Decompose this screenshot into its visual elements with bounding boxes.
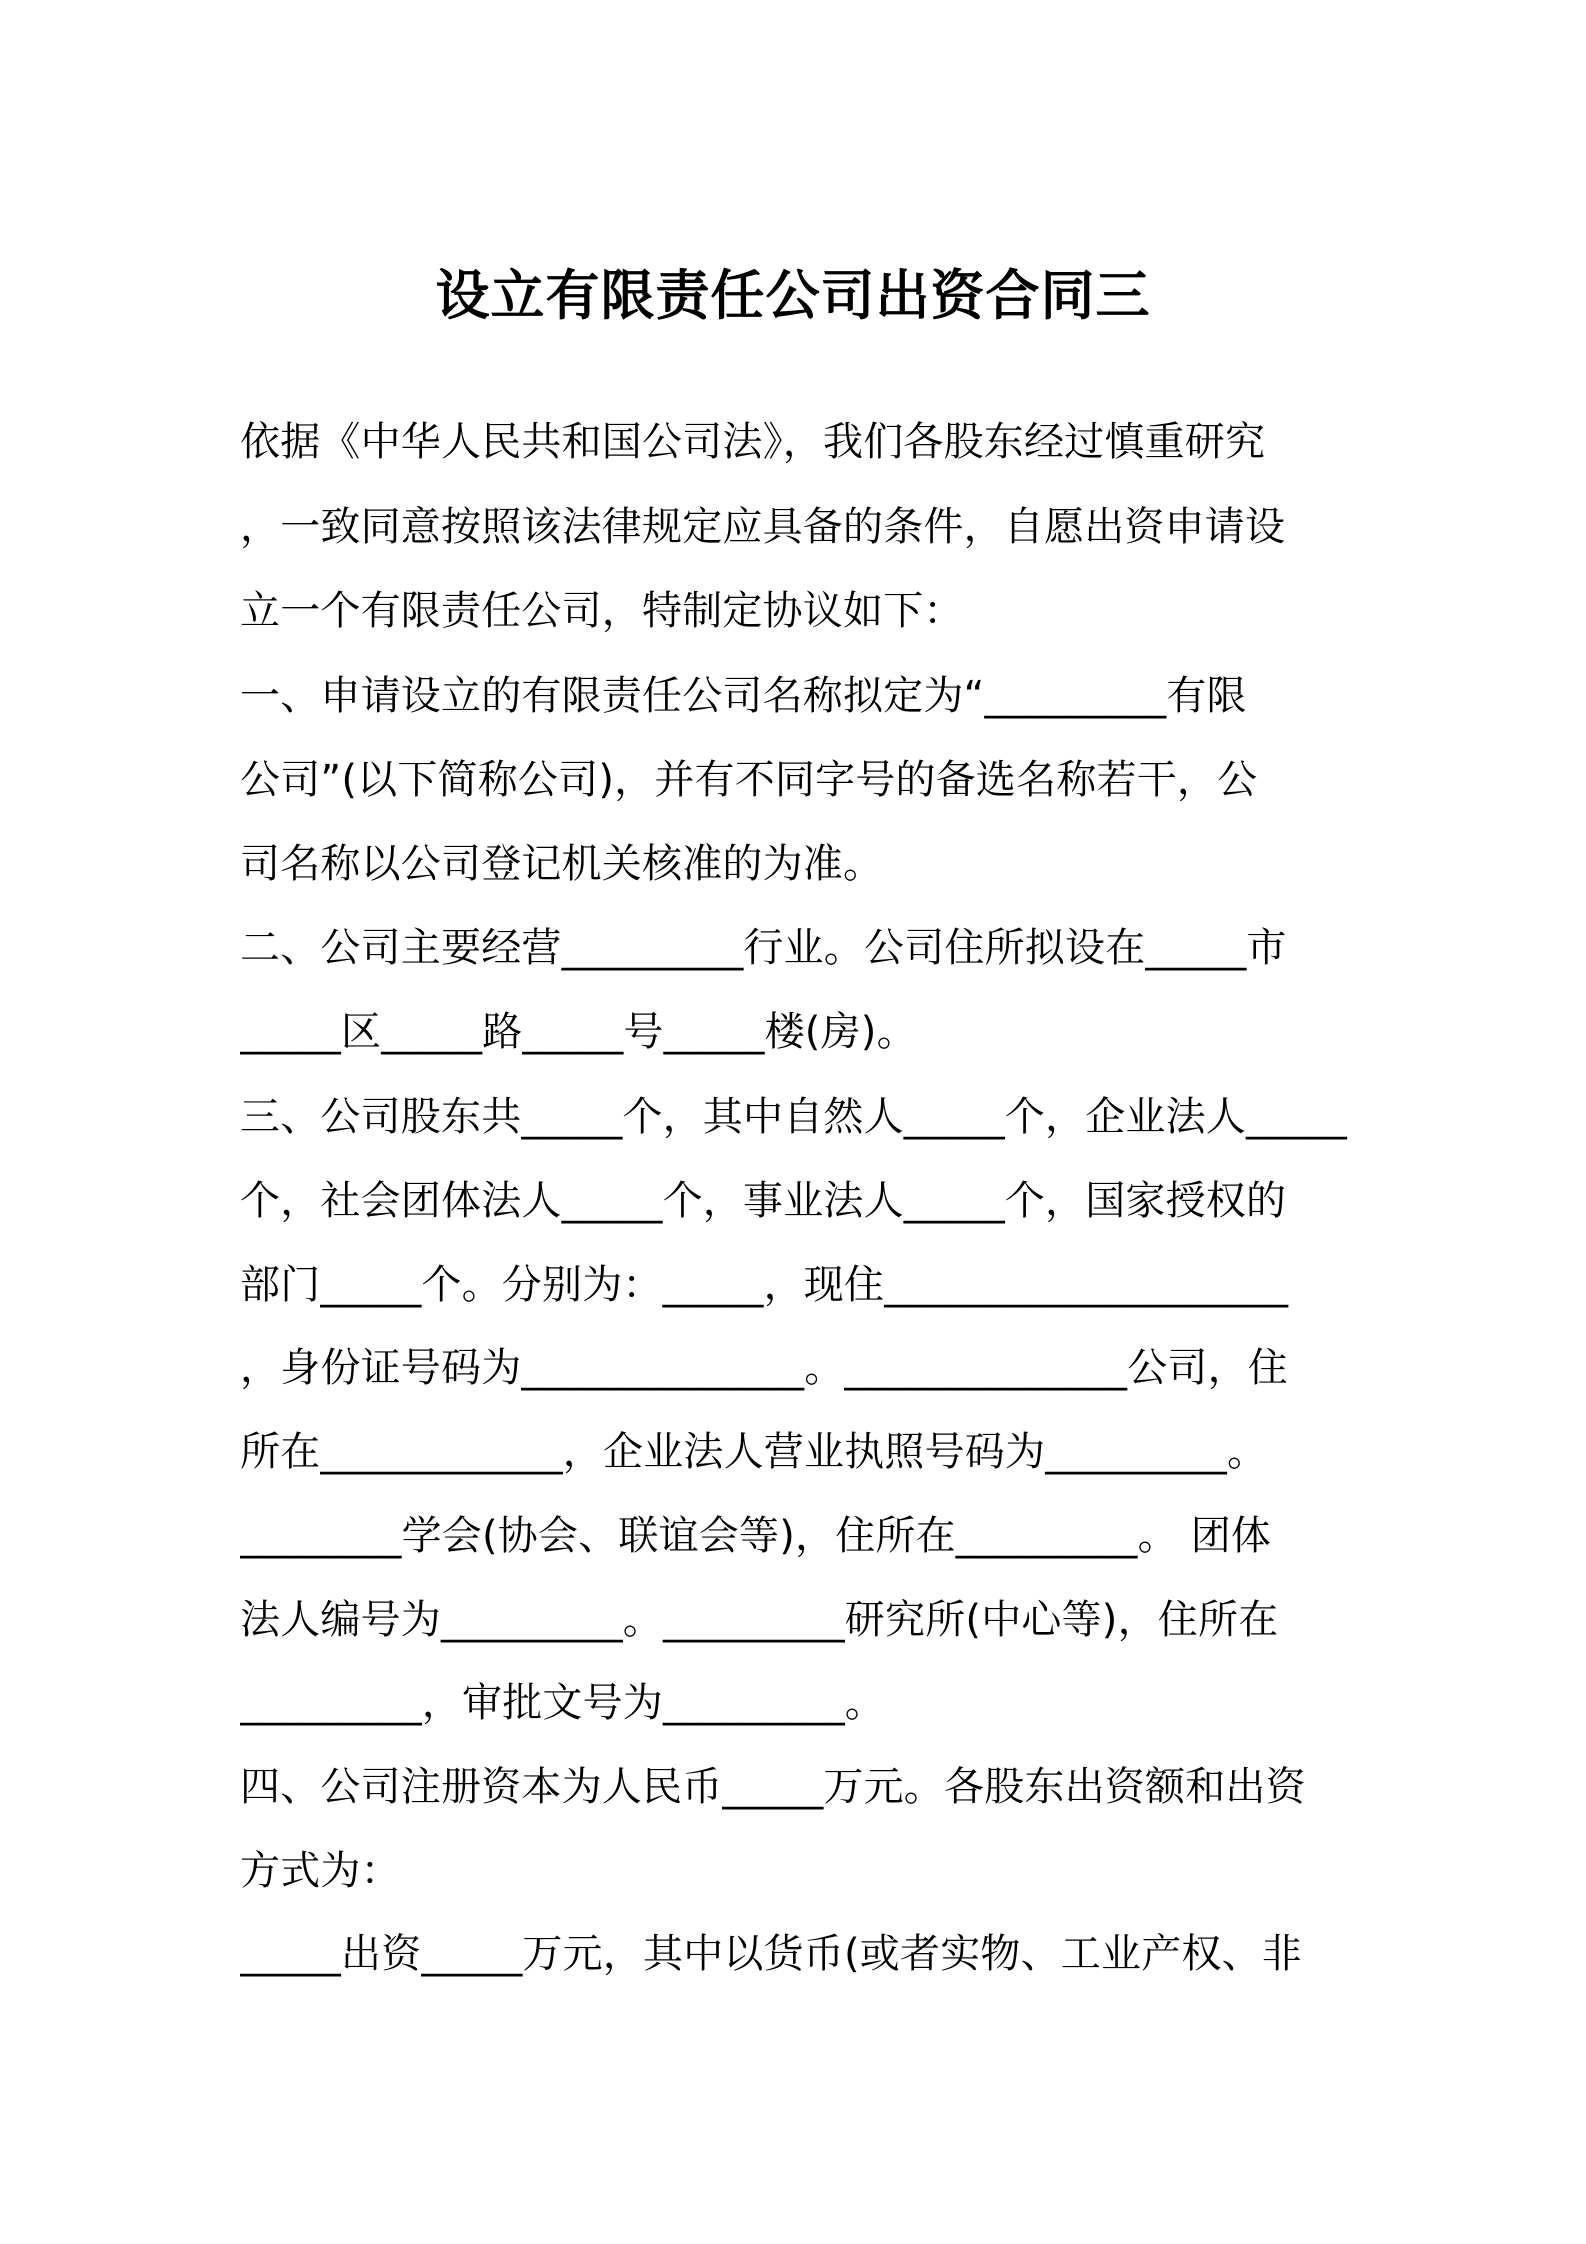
body-line: 四、公司注册资本为人民币_____万元。各股东出资额和出资 [240, 1764, 1306, 1810]
body-line: 二、公司主要经营_________行业。公司住所拟设在_____市 [240, 925, 1287, 971]
body-line: ，一致同意按照该法律规定应具备的条件，自愿出资申请设 [240, 504, 1286, 550]
body-line: 部门_____个。分别为：_____，现住____________________ [240, 1262, 1289, 1308]
body-line: 三、公司股东共_____个，其中自然人_____个，企业法人_____ [240, 1094, 1347, 1140]
document-body [240, 0, 1350, 2244]
body-line: ________学会(协会、联谊会等)，住所在_________。 团体 [240, 1513, 1272, 1559]
document-title: 设立有限责任公司出资合同三 [435, 264, 1151, 327]
body-line: _________，审批文号为_________。 [240, 1680, 885, 1726]
body-line: 依据《中华人民共和国公司法》，我们各股东经过慎重研究 [240, 419, 1266, 465]
body-line: 法人编号为_________。_________研究所(中心等)，住所在 [240, 1597, 1279, 1643]
body-line: 所在____________，企业法人营业执照号码为_________。 [240, 1429, 1268, 1475]
body-line: _____出资_____万元，其中以货币(或者实物、工业产权、非 [240, 1931, 1303, 1977]
body-line: _____区_____路_____号_____楼(房)。 [240, 1009, 917, 1055]
body-line: 司名称以公司登记机关核准的为准。 [240, 841, 884, 887]
body-line: 方式为： [240, 1848, 401, 1894]
body-line: 个，社会团体法人_____个，事业法人_____个，国家授权的 [240, 1178, 1287, 1224]
body-line: 立一个有限责任公司，特制定协议如下： [240, 588, 964, 634]
body-line: 公司”(以下简称公司)，并有不同字号的备选名称若干，公 [240, 757, 1258, 803]
body-line: 一、申请设立的有限责任公司名称拟定为“_________有限 [240, 673, 1247, 719]
body-line: ，身份证号码为______________。______________公司，住 [240, 1345, 1288, 1391]
